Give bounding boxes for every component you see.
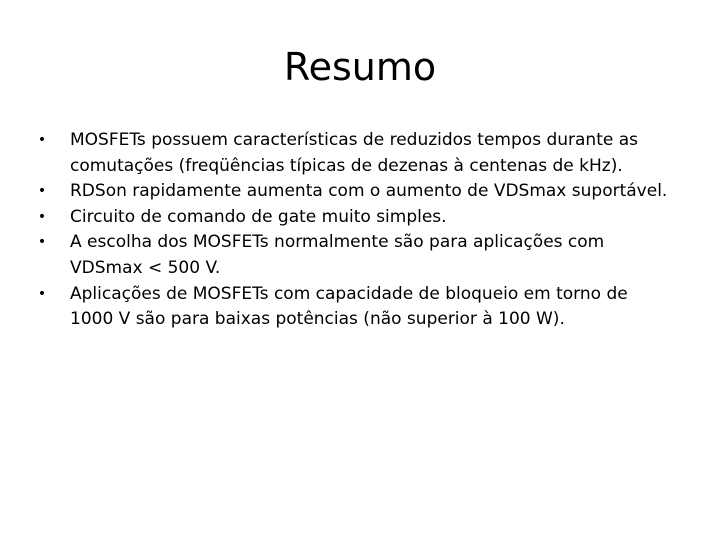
bullet-text: RDSon rapidamente aumenta com o aumento de VDSmax suportável. <box>70 181 668 202</box>
bullet-item <box>36 230 676 281</box>
bullet-text: MOSFETs possuem características de reduzidos tempos durante as comutações (freqüências típicas de dezenas à centenas de kHz). <box>70 130 638 176</box>
bullet-item <box>36 179 676 205</box>
bullet-text: Aplicações de MOSFETs com capacidade de bloqueio em torno de 1000 V são para baixas potências (não superior à 100 W). <box>70 283 628 330</box>
bullet-icon: • <box>37 208 47 225</box>
slide-title: Resumo <box>283 45 437 89</box>
bullet-text: Circuito de comando de gate muito simples. <box>70 206 447 227</box>
bullet-text: A escolha dos MOSFETs normalmente são para aplicações com VDSmax < 500 V. <box>70 232 605 278</box>
bullet-icon: • <box>37 285 47 302</box>
bullet-item <box>36 128 676 179</box>
bullet-item <box>36 282 676 333</box>
bullet-list <box>36 128 676 333</box>
bullet-icon: • <box>37 234 47 251</box>
bullet-icon: • <box>37 132 47 148</box>
bullet-icon: • <box>37 183 47 200</box>
bullet-item <box>36 205 676 231</box>
